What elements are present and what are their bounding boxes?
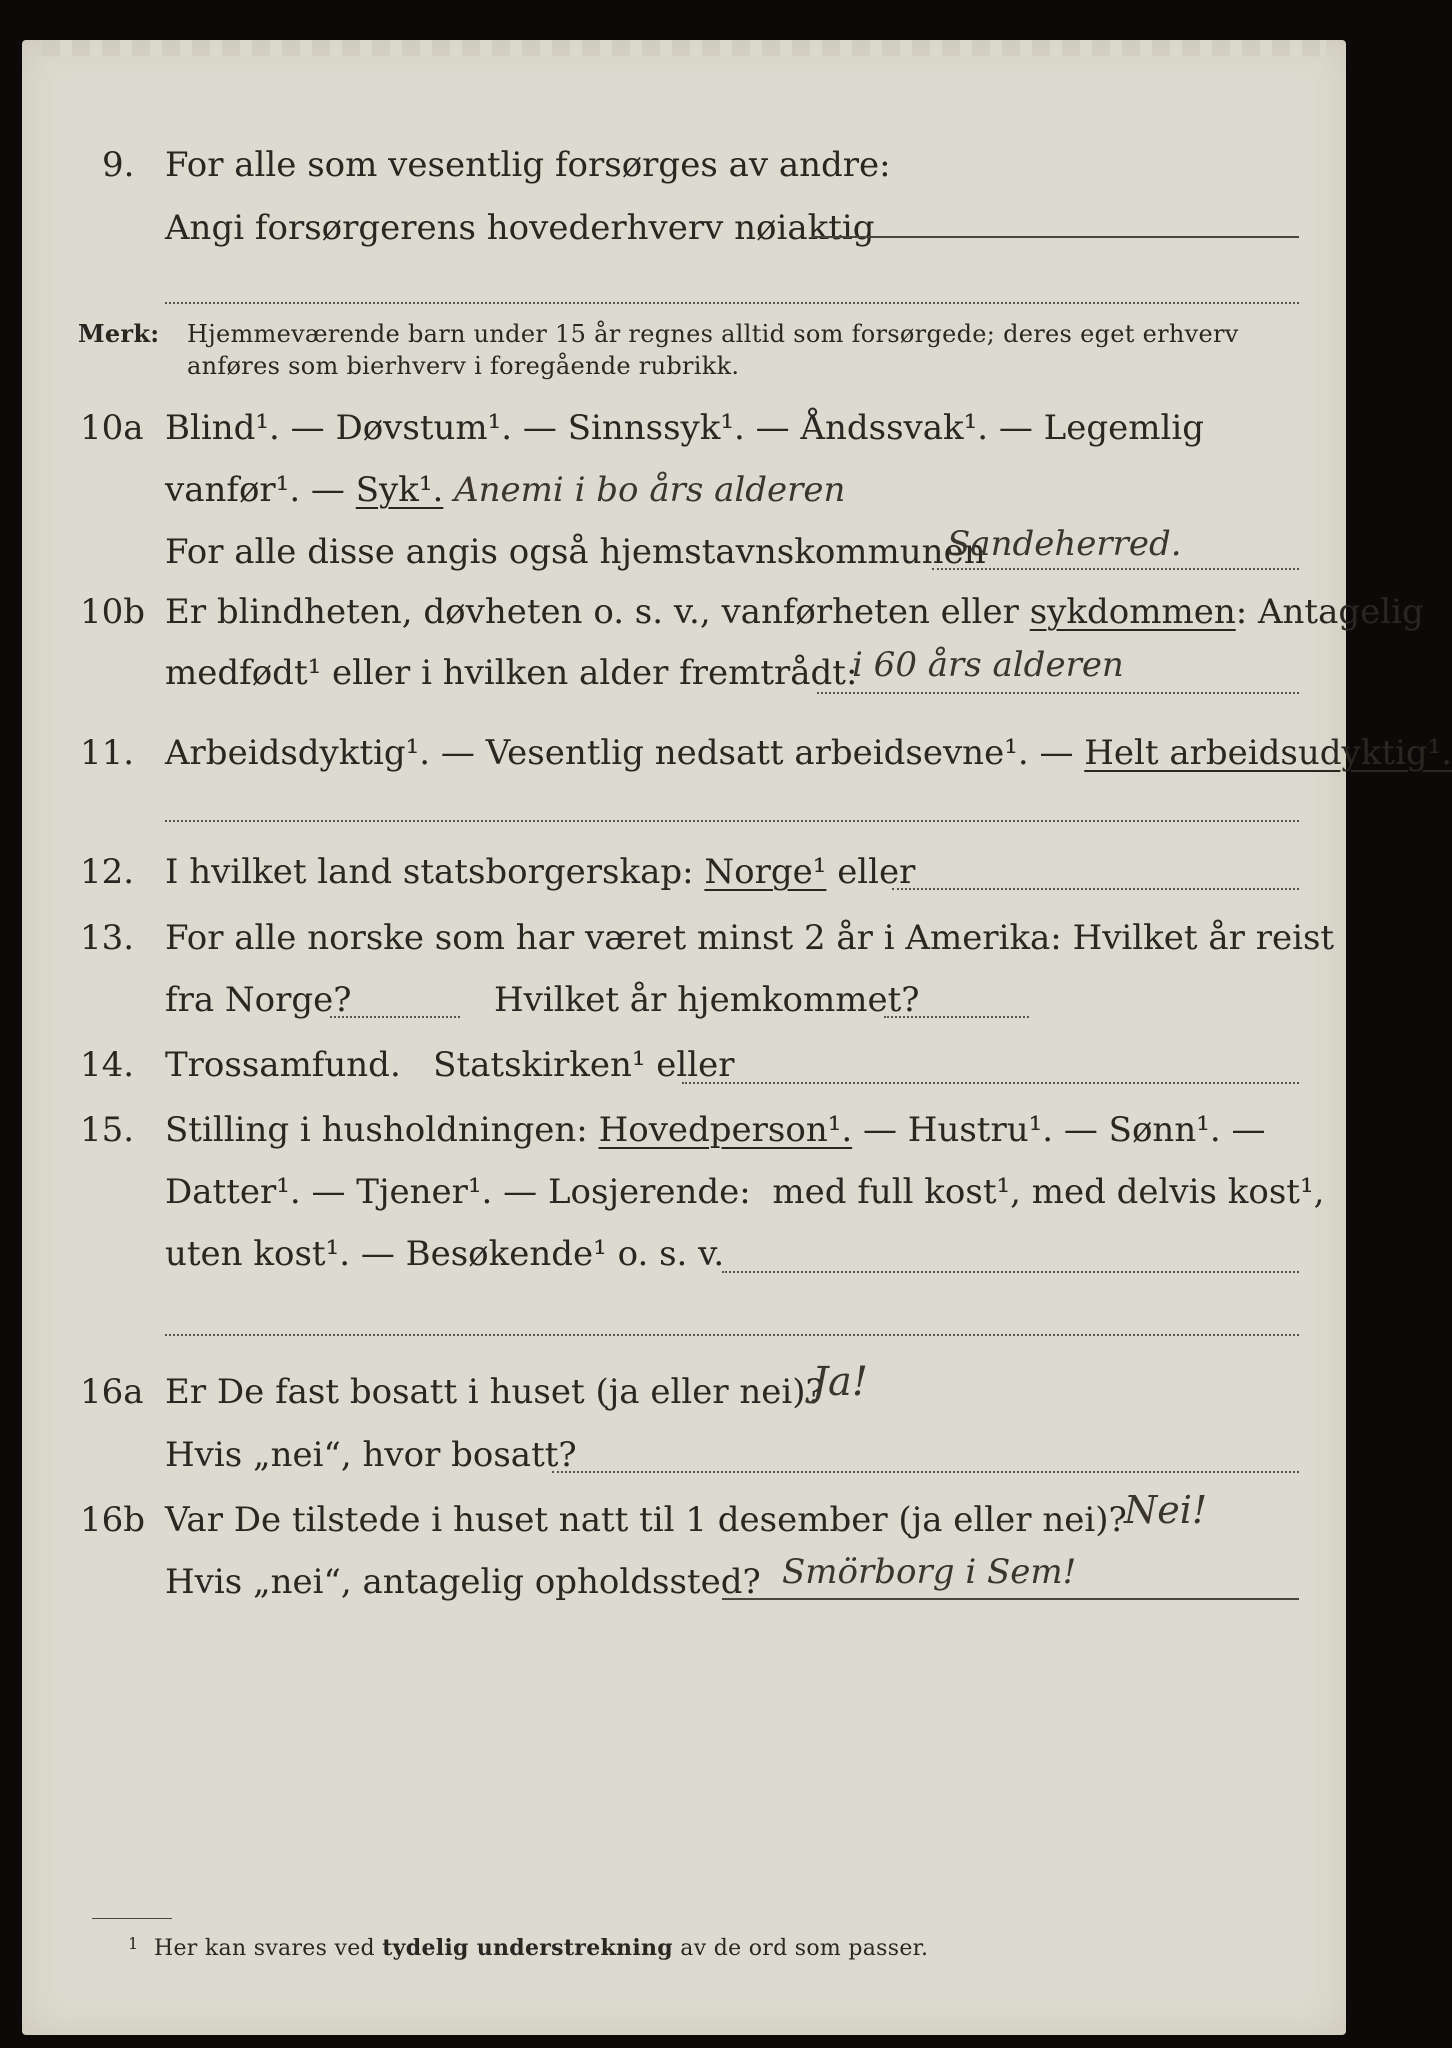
merk-line2: anføres som bierhverv i foregående rubrikk.	[187, 352, 740, 380]
q10a-line1: Blind¹. — Døvstum¹. — Sinnssyk¹. — Åndssvak¹. — Legemlig	[165, 408, 1204, 448]
form-sheet	[22, 40, 1452, 2035]
q15-line2: Datter¹. — Tjener¹. — Losjerende: med full kost¹, med delvis kost¹,	[165, 1172, 1325, 1212]
q10a-line2-prefix: vanfør¹. —	[165, 470, 345, 510]
q9-number: 9.	[102, 145, 135, 185]
q11-text-prefix: Arbeidsdyktig¹. — Vesentlig nedsatt arbeidsevne¹. —	[165, 733, 1074, 773]
q14-text: Trossamfund. Statskirken¹ eller	[165, 1045, 735, 1085]
q12-text	[165, 852, 915, 892]
q11-number: 11.	[80, 733, 135, 773]
q12-answer-line	[892, 888, 1299, 890]
footnote-text-suffix: av de ord som passer.	[680, 1936, 929, 1961]
q9-line2: Angi forsørgerens hovederhverv nøiaktig	[165, 208, 875, 248]
footnote-rule	[92, 1918, 172, 1919]
footnote-text	[154, 1932, 928, 1965]
q10b-line1-prefix: Er blindheten, døvheten o. s. v., vanførheten eller	[165, 592, 1019, 632]
q10a-line2	[165, 470, 845, 510]
q10b-line1-suffix: : Antagelig	[1235, 592, 1424, 632]
merk-label: Merk:	[78, 319, 160, 348]
q15-answer-line	[722, 1271, 1299, 1273]
q9-extra-line	[165, 302, 1299, 304]
q16a-number: 16a	[80, 1372, 144, 1412]
q10b-number: 10b	[80, 592, 146, 632]
q16a-line1: Er De fast bosatt i huset (ja eller nei)?	[165, 1372, 824, 1412]
q13-number: 13.	[80, 918, 135, 958]
q10a-syk-underlined: Syk¹.	[355, 470, 444, 510]
q16a-line2: Hvis „nei“, hvor bosatt?	[165, 1435, 577, 1475]
q14-number: 14.	[80, 1045, 135, 1085]
q10b-handwritten-answer: i 60 års alderen	[852, 645, 1124, 685]
q13-line2b: Hvilket år hjemkommet?	[494, 980, 920, 1020]
q15-line3: uten kost¹. — Besøkende¹ o. s. v.	[165, 1234, 725, 1274]
q12-number: 12.	[80, 852, 135, 892]
q10a-handwritten-answer2: Sandeherred.	[947, 524, 1182, 564]
perforated-edge	[42, 40, 1326, 56]
q13-line1: For alle norske som har været minst 2 år i Amerika: Hvilket år reist	[165, 918, 1335, 958]
q9-answer-line	[812, 236, 1299, 238]
q16b-handwritten-answer2: Smörborg i Sem!	[782, 1552, 1077, 1592]
q10b-answer-line	[817, 692, 1299, 694]
q16b-line2: Hvis „nei“, antagelig opholdssted?	[165, 1562, 761, 1602]
merk-line1: Hjemmeværende barn under 15 år regnes alltid som forsørgede; deres eget erhverv	[187, 320, 1239, 348]
q15-hovedperson-underlined: Hovedperson¹.	[598, 1110, 853, 1150]
q16b-line1: Var De tilstede i huset natt til 1 desember (ja eller nei)?	[165, 1500, 1127, 1540]
q12-text-suffix: eller	[837, 852, 916, 892]
q12-norge-underlined: Norge¹	[704, 852, 827, 892]
q10a-line3: For alle disse angis også hjemstavnskommunen	[165, 532, 986, 572]
q16a-handwritten-answer: Ja!	[812, 1359, 868, 1405]
q15-number: 15.	[80, 1110, 135, 1150]
footnote-text-prefix: Her kan svares ved	[154, 1936, 375, 1961]
q11-text	[165, 733, 1452, 773]
q16a-answer-line	[552, 1471, 1299, 1473]
q13-hjemkommet-line	[884, 1016, 1029, 1018]
q15-extra-line	[165, 1334, 1299, 1336]
q10b-line1	[165, 592, 1424, 632]
q11-helt-arbeidsudyktig-underlined: Helt arbeidsudyktig¹.	[1084, 733, 1452, 773]
q15-line1-suffix: — Hustru¹. — Sønn¹. —	[863, 1110, 1266, 1150]
q9-line1: For alle som vesentlig forsørges av andre:	[165, 145, 891, 185]
q15-line1	[165, 1110, 1265, 1150]
q16b-answer-line	[722, 1598, 1299, 1600]
q10b-line2: medfødt¹ eller i hvilken alder fremtrådt:	[165, 653, 858, 693]
q13-line2a: fra Norge?	[165, 980, 352, 1020]
q14-answer-line	[682, 1082, 1299, 1084]
q16b-number: 16b	[80, 1500, 146, 1540]
q11-extra-line	[165, 820, 1299, 822]
footnote-mark: 1	[128, 1934, 139, 1953]
q15-line1-prefix: Stilling i husholdningen:	[165, 1110, 588, 1150]
q16b-handwritten-answer1: Nei!	[1124, 1488, 1208, 1532]
q12-text-prefix: I hvilket land statsborgerskap:	[165, 852, 694, 892]
footnote-text-bold: tydelig understrekning	[382, 1935, 673, 1961]
q10a-handwritten-answer1: Anemi i bo års alderen	[454, 470, 846, 510]
q13-reist-line	[330, 1016, 460, 1018]
q10b-sykdommen-underlined: sykdommen	[1029, 592, 1236, 632]
q10a-answer-line	[932, 568, 1299, 570]
q10a-number: 10a	[80, 408, 144, 448]
